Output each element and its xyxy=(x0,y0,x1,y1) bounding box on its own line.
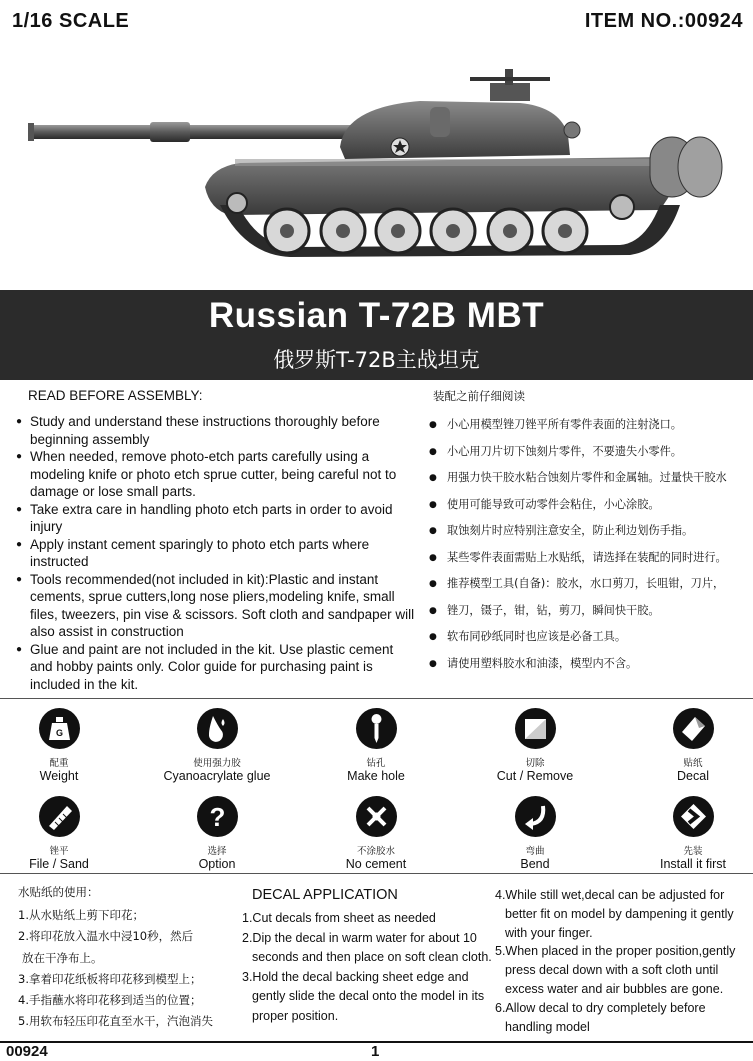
list-item: ● 推荐模型工具(自备)：胶水，水口剪刀，长咀钳，刀片， xyxy=(433,571,748,598)
glue-drop-icon xyxy=(197,708,238,749)
list-item: 4.手指蘸水将印花移到适当的位置； xyxy=(18,993,202,1008)
svg-text:?: ? xyxy=(209,802,225,832)
list-item: ● 小心用刀片切下蚀刻片零件，不要遗失小零件。 xyxy=(433,439,748,466)
list-item: ● Tools recommended(not included in kit):Plastic and instant cements, sprue cutters,long nose pliers,modeling knife, small files, tweezers, pin vise & scissors. Soft cloth and sandpaper will also assist in construction xyxy=(14,571,419,641)
cut-icon xyxy=(515,708,556,749)
fume-extractor xyxy=(150,122,190,142)
notes-chinese-heading: 装配之前仔细阅读 xyxy=(433,389,525,403)
title-band xyxy=(0,290,753,380)
page-number: 1 xyxy=(371,1043,380,1060)
weight-icon xyxy=(39,708,80,749)
drill-icon xyxy=(356,708,397,749)
list-item: ● 锉刀，镊子，钳，钻，剪刀，瞬间快干胶。 xyxy=(433,598,748,625)
list-item: ● 使用可能导致可动零件会粘住，小心涂胶。 xyxy=(433,492,748,519)
footer-item-number: 00924 xyxy=(6,1043,48,1060)
symbol-option: ? 选择 Option xyxy=(142,796,292,871)
bend-icon xyxy=(515,796,556,837)
divider xyxy=(0,698,753,699)
list-item: 放在干净布上。 xyxy=(22,950,103,965)
list-item: 3.Hold the decal backing sheet edge and gently slide the decal onto the model in its proper position. xyxy=(242,969,485,1023)
list-item: ● 某些零件表面需贴上水贴纸，请选择在装配的同时进行。 xyxy=(433,545,748,572)
notes-chinese xyxy=(433,388,748,677)
list-item: ● Take extra care in handling photo etch parts in order to avoid injury xyxy=(14,501,419,536)
file-icon xyxy=(39,796,80,837)
decal-instructions-chinese: 水贴纸的使用： 1.从水贴纸上剪下印花； 2.将印花放入温水中浸10秒，然后 放在干净布上。 3.拿着印花纸板将印花移到模型上； 4.手指蘸水将印花移到适当的位置； 5.用软布轻压印花直至水干，汽泡消失 xyxy=(18,884,243,1033)
list-item: ● 请使用塑料胶水和油漆，模型内不含。 xyxy=(433,651,748,678)
symbol-no-cement: 不涂胶水 No cement xyxy=(301,796,451,871)
list-item: ● 软布同砂纸同时也应该是必备工具。 xyxy=(433,624,748,651)
symbol-legend xyxy=(0,706,753,874)
list-item: 1.Cut decals from sheet as needed xyxy=(242,911,436,925)
decal-icon xyxy=(673,708,714,749)
list-item: ● 用强力快干胶水粘合蚀刻片零件和金属轴。过量快干胶水 xyxy=(433,465,748,492)
list-item: 5.用软布轻压印花直至水干，汽泡消失 xyxy=(18,1014,213,1029)
list-item: ● 取蚀刻片时应特别注意安全，防止利边划伤手指。 xyxy=(433,518,748,545)
turret xyxy=(340,101,570,159)
symbol-cut: 切除 Cut / Remove xyxy=(460,708,610,783)
list-item: 2.将印花放入温水中浸10秒，然后 xyxy=(18,929,194,944)
symbol-install-first: 先装 Install it first xyxy=(618,796,753,871)
list-item: ● When needed, remove photo-etch parts carefully using a modeling knife or photo etch sprue cutter, being careful not to damage or lose small parts. xyxy=(14,448,419,501)
symbol-bend: 弯曲 Bend xyxy=(460,796,610,871)
list-item: 6.Allow decal to dry completely before handling model xyxy=(495,1000,706,1034)
question-icon xyxy=(197,796,238,837)
divider xyxy=(0,873,753,874)
symbol-decal: 贴纸 Decal xyxy=(618,708,753,783)
scale-label: 1/16 SCALE xyxy=(12,10,130,32)
machine-gun xyxy=(470,77,550,81)
list-item: ● Apply instant cement sparingly to photo etch parts where instructed xyxy=(14,536,419,571)
install-first-icon xyxy=(673,796,714,837)
list-item: 4.While still wet,decal can be adjusted for better fit on model by dampening it gently with your finger. xyxy=(495,888,734,940)
notes-english xyxy=(14,388,419,693)
symbol-file: 锉平 File / Sand xyxy=(0,796,134,871)
list-item: ● Study and understand these instructions thoroughly before beginning assembly xyxy=(14,413,419,448)
notes-english-heading: READ BEFORE ASSEMBLY: xyxy=(28,388,203,403)
footer xyxy=(0,1040,753,1061)
tank-illustration xyxy=(0,55,753,290)
decal-instructions-english-cont xyxy=(495,886,745,1036)
list-item: ● Glue and paint are not included in the kit. Use plastic cement and hobby paints only. Color guide for purchasing paint is included in the kit. xyxy=(14,641,419,694)
svg-text:G: G xyxy=(55,728,63,738)
decal-instructions-english: DECAL APPLICATION 1.Cut decals from sheet as needed 2.Dip the decal in warm water for about 10 seconds and then place on soft clean cloth. 3.Hold the decal backing sheet edge and gently slide the decal onto the model in its proper position. xyxy=(242,887,500,1026)
no-cement-icon xyxy=(356,796,397,837)
list-item: 5.When placed in the proper position,gently press decal down with a soft cloth until excess water and air bubbles are gone. xyxy=(495,944,736,996)
cupola xyxy=(490,83,530,101)
title-chinese: 俄罗斯T-72B主战坦克 xyxy=(273,348,480,372)
list-item: 3.拿着印花纸板将印花移到模型上； xyxy=(18,971,202,986)
symbol-glue: 使用强力胶 Cyanoacrylate glue xyxy=(142,708,292,783)
item-number: ITEM NO.:00924 xyxy=(584,10,743,32)
list-item: ● 小心用模型锉刀锉平所有零件表面的注射浇口。 xyxy=(433,412,748,439)
list-item: 2.Dip the decal in warm water for about 10 seconds and then place on soft clean cloth. xyxy=(242,930,492,964)
symbol-drill: 钻孔 Make hole xyxy=(301,708,451,783)
symbol-weight: G 配重 Weight xyxy=(0,708,134,783)
gun-barrel xyxy=(30,125,360,139)
list-item: 1.从水贴纸上剪下印花； xyxy=(18,908,144,922)
title-english: Russian T-72B MBT xyxy=(208,296,545,335)
